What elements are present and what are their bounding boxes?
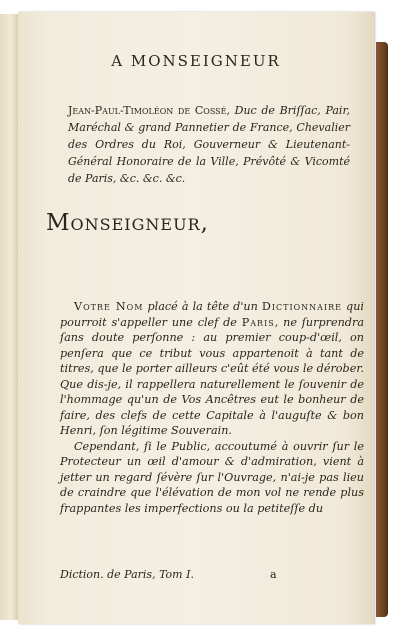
leather-cover-edge: [376, 42, 388, 617]
body-text: [60, 299, 364, 516]
footer-title: Diction. de Paris, Tom I.: [60, 568, 194, 581]
salutation: Monseigneur,: [46, 210, 209, 236]
book: [0, 12, 392, 624]
paragraph-2: Cependant, ſi le Public, accoutumé à ouvrir ſur le Protecteur un œil d'amour & d'admiration, vient à jetter un regard ſévère ſur l'Ouvrage, n'ai-je pas lieu de craindre que l'élévation de mon vol ne rende plus frappantes les imperfections ou la petiteſſe du: [60, 439, 364, 515]
dedicatee-name: Jean-Paul-Timoléon de Cossé,: [68, 104, 230, 117]
dedicatee-titles: Duc de Briſſac, Pair, Maréchal & grand Pannetier de France, Chevalier des Ordres du Roi, Gouverneur & Lieutenant-Général Honoraire de la Ville, Prévôté & Vicomté de Paris, &c. &c. &c.: [68, 104, 351, 185]
paragraph-1: [60, 299, 364, 439]
dedicatee-block: [68, 102, 350, 187]
page-footer: [60, 568, 364, 581]
page-heading: A MONSEIGNEUR: [111, 52, 281, 70]
signature-mark: a: [270, 568, 277, 581]
paragraph-1-paris: Paris: [241, 315, 275, 329]
paragraph-1-text-b: qui pourroit s'appeller une clef de: [60, 300, 364, 329]
previous-page-edge: [0, 14, 19, 620]
paragraph-1-lead: Votre Nom: [74, 300, 144, 313]
paragraph-1-text-a: placé à la tête d'un: [143, 300, 262, 313]
paragraph-1-text-c: , ne ſurprendra ſans doute perſonne : au premier coup-d'œil, on penſera que ce tribut vous appartenoit à tant de titres, que le porter ailleurs c'eût été vous le dérober. Que dis-je, il rappellera naturellement le ſouvenir de l'hommage qu'un de Vos Ancêtres eut le bonheur de faire, des clefs de cette Capitale à l'auguſte & bon Henri, ſon légitime Souverain.: [60, 315, 364, 437]
page: [18, 12, 374, 624]
paragraph-1-dictionnaire: Dictionnaire: [261, 300, 342, 313]
